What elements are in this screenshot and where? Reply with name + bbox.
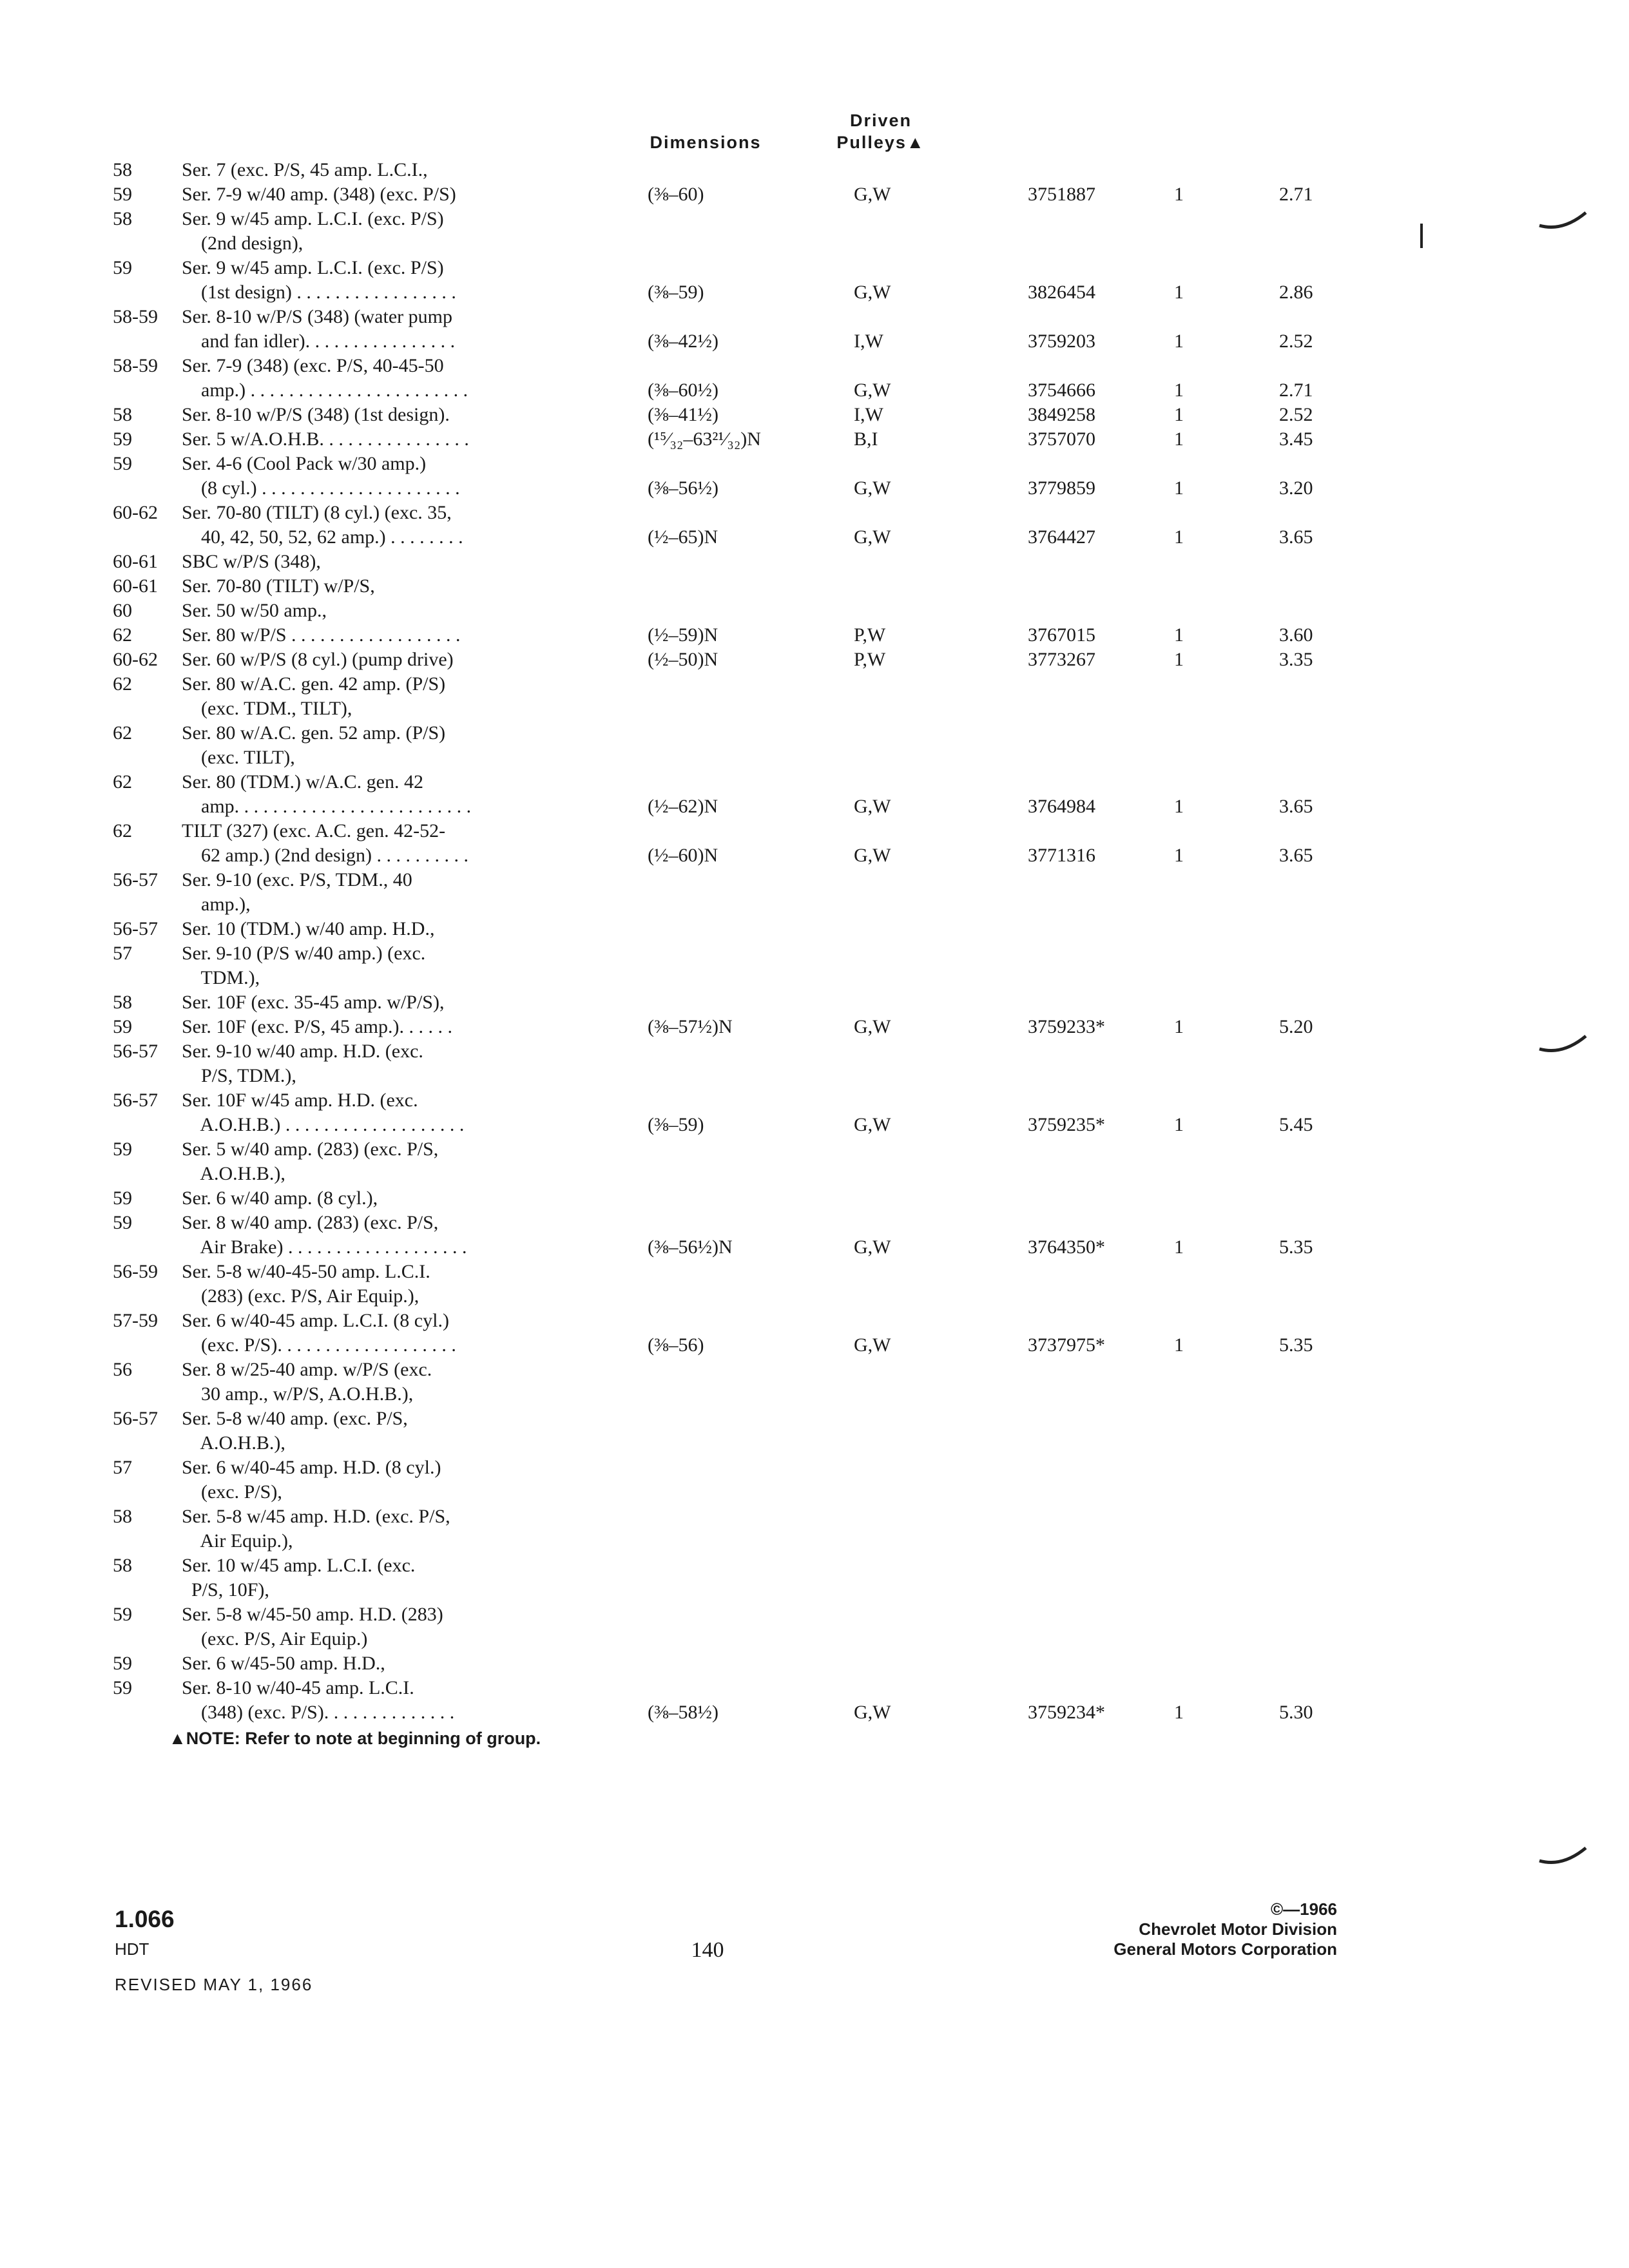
description-cell: Ser. 10F (exc. 35-45 amp. w/P/S), (182, 992, 445, 1013)
price-cell: 5.45 (1279, 1114, 1313, 1135)
year-cell: 62 (113, 722, 132, 744)
description-cell: Ser. 10 (TDM.) w/40 amp. H.D., (182, 918, 435, 939)
dimensions-cell: (⅜–58½) (648, 1702, 718, 1723)
description-cell: Ser. 10F (exc. P/S, 45 amp.). . . . . . (182, 1016, 452, 1037)
part-number-cell: 3764984 (1028, 796, 1095, 817)
description-cell: Air Equip.), (182, 1530, 293, 1552)
quantity-cell: 1 (1174, 526, 1184, 548)
description-cell: Ser. 60 w/P/S (8 cyl.) (pump drive) (182, 649, 454, 670)
year-cell: 56-57 (113, 1041, 158, 1062)
part-number-cell: 3759233* (1028, 1016, 1105, 1037)
dimensions-cell: (⅜–41½) (648, 404, 718, 425)
year-cell: 62 (113, 820, 132, 841)
table-row (0, 280, 1629, 305)
price-cell: 5.35 (1279, 1334, 1313, 1356)
description-cell: Ser. 5-8 w/45 amp. H.D. (exc. P/S, (182, 1506, 450, 1527)
description-cell: TILT (327) (exc. A.C. gen. 42-52- (182, 820, 446, 841)
table-row (0, 476, 1629, 501)
header-driven-pulleys: Driven Pulleys▲ (836, 111, 925, 152)
description-cell: (1st design) . . . . . . . . . . . . . . . . . (182, 282, 456, 303)
table-row (0, 843, 1629, 868)
description-cell: Ser. 7 (exc. P/S, 45 amp. L.C.I., (182, 159, 428, 180)
description-cell: (283) (exc. P/S, Air Equip.), (182, 1285, 419, 1307)
description-cell: Ser. 6 w/40 amp. (8 cyl.), (182, 1187, 378, 1209)
description-cell: Ser. 5-8 w/40-45-50 amp. L.C.I. (182, 1261, 430, 1282)
description-cell: Ser. 4-6 (Cool Pack w/30 amp.) (182, 453, 427, 474)
price-cell: 3.65 (1279, 526, 1313, 548)
price-cell: 3.60 (1279, 624, 1313, 646)
publisher-block (1044, 1899, 1337, 1959)
table-row (0, 721, 1629, 745)
revision-date: REVISED MAY 1, 1966 (115, 1975, 313, 1994)
page-number: 140 (691, 1938, 724, 1962)
description-cell: Ser. 5-8 w/45-50 amp. H.D. (283) (182, 1604, 443, 1625)
quantity-cell: 1 (1174, 477, 1184, 499)
description-cell: Ser. 9 w/45 amp. L.C.I. (exc. P/S) (182, 257, 444, 278)
quantity-cell: 1 (1174, 845, 1184, 866)
table-row (0, 1064, 1629, 1088)
binding-hole-mark (1537, 206, 1588, 232)
year-cell: 56 (113, 1359, 132, 1380)
table-row (0, 1578, 1629, 1602)
pulleys-cell: G,W (854, 477, 891, 499)
pulleys-cell: I,W (854, 331, 883, 352)
part-number-cell: 3826454 (1028, 282, 1095, 303)
year-cell: 58-59 (113, 306, 158, 327)
description-cell: (exc. P/S), (182, 1481, 282, 1503)
table-row (0, 1553, 1629, 1578)
description-cell: (exc. TILT), (182, 747, 295, 768)
table-row (0, 207, 1629, 231)
description-cell: (exc. P/S). . . . . . . . . . . . . . . . . . . (182, 1334, 456, 1356)
part-number-cell: 3737975* (1028, 1334, 1105, 1356)
year-cell: 59 (113, 1653, 132, 1674)
section-number: 1.066 (115, 1906, 175, 1932)
quantity-cell: 1 (1174, 428, 1184, 450)
dimensions-cell: (⅜–42½) (648, 331, 718, 352)
price-cell: 2.52 (1279, 404, 1313, 425)
dimensions-cell: (⅜–57½)N (648, 1016, 733, 1037)
description-cell: (8 cyl.) . . . . . . . . . . . . . . . . . . . . . (182, 477, 460, 499)
description-cell: Ser. 7-9 w/40 amp. (348) (exc. P/S) (182, 184, 456, 205)
description-cell: Ser. 70-80 (TILT) w/P/S, (182, 575, 375, 597)
price-cell: 2.86 (1279, 282, 1313, 303)
year-cell: 59 (113, 453, 132, 474)
part-number-cell: 3779859 (1028, 477, 1095, 499)
table-row (0, 1602, 1629, 1627)
quantity-cell: 1 (1174, 331, 1184, 352)
table-row (0, 305, 1629, 329)
quantity-cell: 1 (1174, 624, 1184, 646)
table-row (0, 1309, 1629, 1333)
part-number-cell: 3849258 (1028, 404, 1095, 425)
description-cell: Ser. 80 w/P/S . . . . . . . . . . . . . . . . . . (182, 624, 461, 646)
description-cell: Ser. 8-10 w/40-45 amp. L.C.I. (182, 1677, 414, 1698)
description-cell: Ser. 80 w/A.C. gen. 42 amp. (P/S) (182, 673, 446, 695)
table-row (0, 1431, 1629, 1456)
description-cell: (exc. P/S, Air Equip.) (182, 1628, 368, 1649)
year-cell: 60-62 (113, 649, 158, 670)
description-cell: amp.), (182, 894, 251, 915)
part-number-cell: 3759203 (1028, 331, 1095, 352)
description-cell: 62 amp.) (2nd design) . . . . . . . . . . (182, 845, 468, 866)
description-cell: Ser. 80 w/A.C. gen. 52 amp. (P/S) (182, 722, 446, 744)
table-row (0, 574, 1629, 599)
table-row (0, 1627, 1629, 1651)
table-row (0, 623, 1629, 648)
dimensions-cell: (⅜–56½) (648, 477, 718, 499)
year-cell: 57 (113, 943, 132, 964)
table-row (0, 917, 1629, 941)
description-cell: (2nd design), (182, 233, 304, 254)
description-cell: Ser. 6 w/45-50 amp. H.D., (182, 1653, 385, 1674)
pulleys-cell: P,W (854, 624, 886, 646)
description-cell: SBC w/P/S (348), (182, 551, 321, 572)
year-cell: 56-57 (113, 869, 158, 890)
description-cell: A.O.H.B.) . . . . . . . . . . . . . . . . . . . (182, 1114, 465, 1135)
description-cell: and fan idler). . . . . . . . . . . . . . . . (182, 331, 456, 352)
year-cell: 58 (113, 404, 132, 425)
quantity-cell: 1 (1174, 282, 1184, 303)
binding-hole-mark (1537, 1843, 1588, 1869)
description-cell: Ser. 10F w/45 amp. H.D. (exc. (182, 1090, 418, 1111)
pulleys-cell: G,W (854, 1114, 891, 1135)
table-row (0, 1186, 1629, 1211)
part-number-cell: 3773267 (1028, 649, 1095, 670)
description-cell: A.O.H.B.), (182, 1163, 285, 1184)
copyright: ©—1966 (1271, 1899, 1337, 1919)
year-cell: 62 (113, 624, 132, 646)
description-cell: (348) (exc. P/S). . . . . . . . . . . . . . (182, 1702, 455, 1723)
dimensions-cell: (¹⁵⁄₃₂–63²¹⁄₃₂)N (648, 428, 761, 450)
description-cell: Ser. 5-8 w/40 amp. (exc. P/S, (182, 1408, 408, 1429)
dimensions-cell: (⅜–59) (648, 282, 704, 303)
table-row (0, 770, 1629, 794)
price-cell: 3.45 (1279, 428, 1313, 450)
description-cell: (exc. TDM., TILT), (182, 698, 352, 719)
year-cell: 56-57 (113, 1090, 158, 1111)
year-cell: 57-59 (113, 1310, 158, 1331)
year-cell: 60-61 (113, 551, 158, 572)
pulleys-cell: G,W (854, 1016, 891, 1037)
dimensions-cell: (½–59)N (648, 624, 718, 646)
year-cell: 59 (113, 1604, 132, 1625)
table-row (0, 1260, 1629, 1284)
table-row (0, 892, 1629, 917)
description-cell: P/S, TDM.), (182, 1065, 296, 1086)
quantity-cell: 1 (1174, 380, 1184, 401)
description-cell: Ser. 6 w/40-45 amp. L.C.I. (8 cyl.) (182, 1310, 449, 1331)
description-cell: P/S, 10F), (182, 1579, 269, 1600)
price-cell: 3.65 (1279, 845, 1313, 866)
price-cell: 5.35 (1279, 1236, 1313, 1258)
table-row (0, 966, 1629, 990)
description-cell: Ser. 6 w/40-45 amp. H.D. (8 cyl.) (182, 1457, 441, 1478)
description-cell: amp.) . . . . . . . . . . . . . . . . . . . . . . . (182, 380, 468, 401)
price-cell: 2.71 (1279, 380, 1313, 401)
pulleys-cell: G,W (854, 1334, 891, 1356)
quantity-cell: 1 (1174, 1016, 1184, 1037)
catalog-code: HDT (115, 1939, 149, 1959)
table-row (0, 941, 1629, 966)
year-cell: 59 (113, 1187, 132, 1209)
binding-hole-mark (1537, 1031, 1588, 1057)
description-cell: Ser. 8-10 w/P/S (348) (1st design). (182, 404, 450, 425)
table-row (0, 1162, 1629, 1186)
dimensions-cell: (½–60)N (648, 845, 718, 866)
table-row (0, 1113, 1629, 1137)
description-cell: Air Brake) . . . . . . . . . . . . . . . . . . . (182, 1236, 467, 1258)
part-number-cell: 3764427 (1028, 526, 1095, 548)
description-cell: Ser. 9 w/45 amp. L.C.I. (exc. P/S) (182, 208, 444, 229)
quantity-cell: 1 (1174, 1236, 1184, 1258)
description-cell: Ser. 70-80 (TILT) (8 cyl.) (exc. 35, (182, 502, 452, 523)
description-cell: 40, 42, 50, 52, 62 amp.) . . . . . . . . (182, 526, 463, 548)
quantity-cell: 1 (1174, 404, 1184, 425)
price-cell: 2.52 (1279, 331, 1313, 352)
description-cell: Ser. 5 w/A.O.H.B. . . . . . . . . . . . . . . . (182, 428, 469, 450)
table-row (0, 231, 1629, 256)
price-cell: 2.71 (1279, 184, 1313, 205)
part-number-cell: 3757070 (1028, 428, 1095, 450)
description-cell: Ser. 10 w/45 amp. L.C.I. (exc. (182, 1555, 416, 1576)
dimensions-cell: (⅜–60) (648, 184, 704, 205)
pulleys-cell: G,W (854, 1236, 891, 1258)
quantity-cell: 1 (1174, 184, 1184, 205)
year-cell: 59 (113, 1139, 132, 1160)
price-cell: 3.20 (1279, 477, 1313, 499)
division-name: Chevrolet Motor Division (1139, 1919, 1337, 1939)
table-row (0, 1211, 1629, 1235)
description-cell: 30 amp., w/P/S, A.O.H.B.), (182, 1383, 414, 1405)
table-row (0, 745, 1629, 770)
table-row (0, 1456, 1629, 1480)
table-row (0, 1382, 1629, 1407)
dimensions-cell: (½–65)N (648, 526, 718, 548)
year-cell: 62 (113, 673, 132, 695)
description-cell: TDM.), (182, 967, 260, 988)
year-cell: 62 (113, 771, 132, 793)
table-row (0, 1015, 1629, 1039)
part-number-cell: 3764350* (1028, 1236, 1105, 1258)
table-row (0, 1088, 1629, 1113)
description-cell: Ser. 50 w/50 amp., (182, 600, 327, 621)
table-row (0, 1235, 1629, 1260)
description-cell: Ser. 9-10 w/40 amp. H.D. (exc. (182, 1041, 423, 1062)
table-row (0, 868, 1629, 892)
table-row (0, 794, 1629, 819)
table-row (0, 1480, 1629, 1504)
quantity-cell: 1 (1174, 1114, 1184, 1135)
table-row (0, 1407, 1629, 1431)
year-cell: 57 (113, 1457, 132, 1478)
pulleys-cell: P,W (854, 649, 886, 670)
quantity-cell: 1 (1174, 1702, 1184, 1723)
table-row (0, 403, 1629, 427)
table-row (0, 599, 1629, 623)
table-row (0, 525, 1629, 550)
table-row (0, 378, 1629, 403)
year-cell: 56-57 (113, 1408, 158, 1429)
year-cell: 58-59 (113, 355, 158, 376)
dimensions-cell: (½–62)N (648, 796, 718, 817)
margin-tick-mark (1418, 222, 1425, 251)
price-cell: 5.20 (1279, 1016, 1313, 1037)
table-row (0, 648, 1629, 672)
year-cell: 59 (113, 1016, 132, 1037)
pulleys-cell: G,W (854, 380, 891, 401)
year-cell: 56-57 (113, 918, 158, 939)
table-row (0, 1700, 1629, 1725)
table-row (0, 1358, 1629, 1382)
table-row (0, 427, 1629, 452)
description-cell: A.O.H.B.), (182, 1432, 285, 1454)
pulleys-cell: G,W (854, 526, 891, 548)
table-row (0, 256, 1629, 280)
table-row (0, 672, 1629, 697)
year-cell: 58 (113, 992, 132, 1013)
table-row (0, 550, 1629, 574)
table-row (0, 1039, 1629, 1064)
pulleys-cell: G,W (854, 796, 891, 817)
description-cell: amp. . . . . . . . . . . . . . . . . . . . . . . . . (182, 796, 472, 817)
table-row (0, 1529, 1629, 1553)
pulleys-cell: I,W (854, 404, 883, 425)
year-cell: 59 (113, 1212, 132, 1233)
table-row (0, 329, 1629, 354)
description-cell: Ser. 9-10 (exc. P/S, TDM., 40 (182, 869, 412, 890)
year-cell: 59 (113, 428, 132, 450)
year-cell: 59 (113, 257, 132, 278)
table-row (0, 1651, 1629, 1676)
quantity-cell: 1 (1174, 796, 1184, 817)
description-cell: Ser. 7-9 (348) (exc. P/S, 40-45-50 (182, 355, 444, 376)
dimensions-cell: (⅜–56½)N (648, 1236, 733, 1258)
year-cell: 59 (113, 184, 132, 205)
year-cell: 58 (113, 1555, 132, 1576)
description-cell: Ser. 8-10 w/P/S (348) (water pump (182, 306, 452, 327)
part-number-cell: 3759235* (1028, 1114, 1105, 1135)
pulleys-cell: G,W (854, 845, 891, 866)
table-row (0, 501, 1629, 525)
dimensions-cell: (½–50)N (648, 649, 718, 670)
year-cell: 59 (113, 1677, 132, 1698)
table-row (0, 1284, 1629, 1309)
table-row (0, 990, 1629, 1015)
table-row (0, 1333, 1629, 1358)
table-row (0, 158, 1629, 182)
part-number-cell: 3767015 (1028, 624, 1095, 646)
dimensions-cell: (⅜–60½) (648, 380, 718, 401)
group-note: ▲NOTE: Refer to note at beginning of group. (169, 1729, 541, 1748)
quantity-cell: 1 (1174, 649, 1184, 670)
description-cell: Ser. 9-10 (P/S w/40 amp.) (exc. (182, 943, 426, 964)
year-cell: 58 (113, 208, 132, 229)
pulleys-cell: G,W (854, 184, 891, 205)
year-cell: 58 (113, 1506, 132, 1527)
price-cell: 3.65 (1279, 796, 1313, 817)
year-cell: 58 (113, 159, 132, 180)
dimensions-cell: (⅜–56) (648, 1334, 704, 1356)
description-cell: Ser. 8 w/25-40 amp. w/P/S (exc. (182, 1359, 432, 1380)
part-number-cell: 3759234* (1028, 1702, 1105, 1723)
table-row (0, 1504, 1629, 1529)
table-row (0, 1137, 1629, 1162)
price-cell: 3.35 (1279, 649, 1313, 670)
pulleys-cell: G,W (854, 1702, 891, 1723)
year-cell: 60-62 (113, 502, 158, 523)
table-row (0, 819, 1629, 843)
description-cell: Ser. 80 (TDM.) w/A.C. gen. 42 (182, 771, 423, 793)
part-number-cell: 3754666 (1028, 380, 1095, 401)
part-number-cell: 3751887 (1028, 184, 1095, 205)
year-cell: 60 (113, 600, 132, 621)
pulleys-cell: B,I (854, 428, 878, 450)
pulleys-cell: G,W (854, 282, 891, 303)
table-row (0, 697, 1629, 721)
dimensions-cell: (⅜–59) (648, 1114, 704, 1135)
description-cell: Ser. 5 w/40 amp. (283) (exc. P/S, (182, 1139, 439, 1160)
table-row (0, 354, 1629, 378)
year-cell: 60-61 (113, 575, 158, 597)
quantity-cell: 1 (1174, 1334, 1184, 1356)
part-number-cell: 3771316 (1028, 845, 1095, 866)
description-cell: Ser. 8 w/40 amp. (283) (exc. P/S, (182, 1212, 439, 1233)
header-dimensions: Dimensions (650, 133, 762, 152)
table-row (0, 452, 1629, 476)
table-row (0, 182, 1629, 207)
year-cell: 56-59 (113, 1261, 158, 1282)
price-cell: 5.30 (1279, 1702, 1313, 1723)
corporation-name: General Motors Corporation (1113, 1939, 1337, 1959)
table-row (0, 1676, 1629, 1700)
